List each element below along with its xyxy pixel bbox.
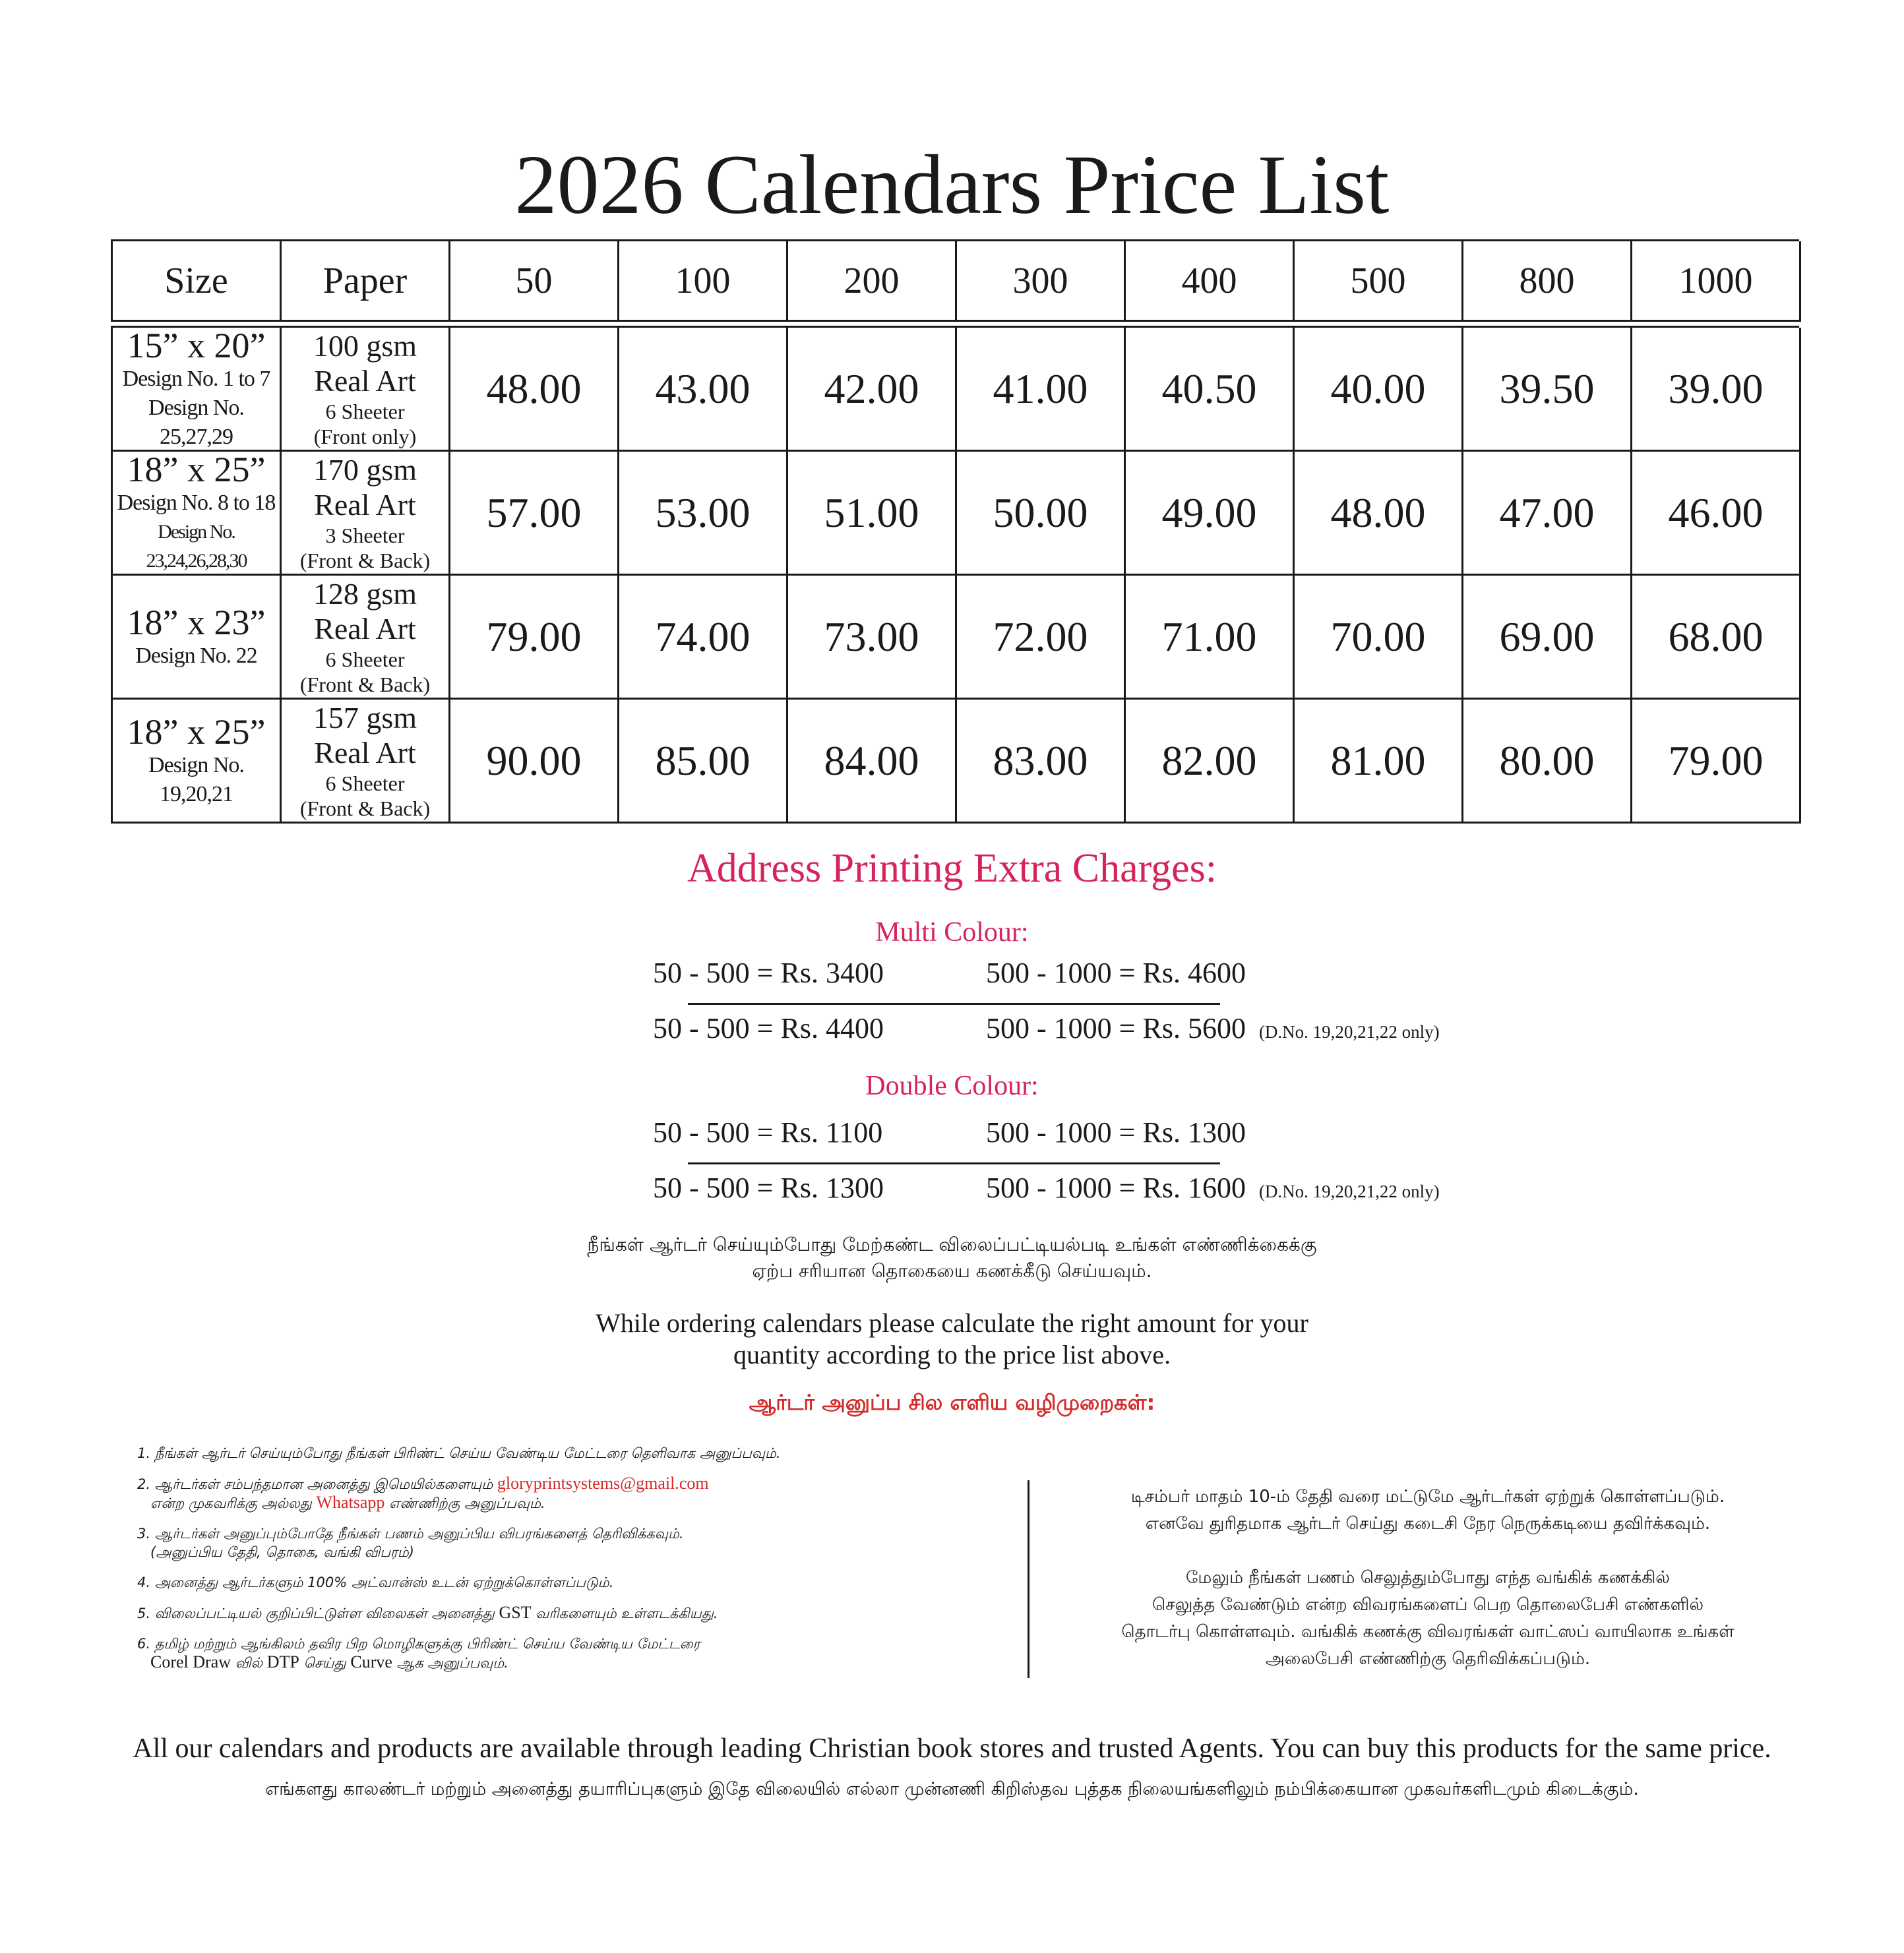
step-text: 2. ஆர்டர்கள் சம்பந்தமான அனைத்து இமெயில்களையும் bbox=[137, 1476, 493, 1492]
footer-english: All our calendars and products are available through leading Christian book stores and trusted Agents. You can buy this products for the same price. bbox=[133, 1733, 1771, 1764]
multi-rate-2-right bbox=[986, 1011, 1440, 1045]
price-cell: 82.00 bbox=[1126, 700, 1295, 824]
double-rate-1-left: 50 - 500 = Rs. 1100 bbox=[653, 1116, 883, 1149]
step-text: DTP bbox=[266, 1652, 299, 1671]
price-cell: 85.00 bbox=[619, 700, 788, 824]
price-cell: 73.00 bbox=[788, 576, 957, 700]
multi-rate-2-left: 50 - 500 = Rs. 4400 bbox=[653, 1012, 884, 1044]
header-qty-100: 100 bbox=[619, 241, 788, 322]
size-label: 18” x 23” bbox=[127, 602, 266, 642]
price-cell: 49.00 bbox=[1126, 452, 1295, 576]
paper-type: Real Art bbox=[314, 487, 416, 522]
paper-side: (Front & Back) bbox=[299, 672, 431, 696]
header-qty-800: 800 bbox=[1463, 241, 1632, 322]
paper-type: Real Art bbox=[314, 611, 416, 646]
step-text: என்ற முகவரிக்கு அல்லது bbox=[150, 1495, 312, 1511]
paper-cell bbox=[282, 576, 450, 700]
right-note-line: அலைபேசி எண்ணிற்கு தெரிவிக்கப்படும். bbox=[1265, 1649, 1591, 1669]
step-item: 4. அனைத்து ஆர்டர்களும் 100% அட்வான்ஸ் உடன் ஏற்றுக்கொள்ளப்படும். bbox=[137, 1575, 614, 1590]
double-rate-2-right bbox=[986, 1171, 1440, 1205]
price-cell: 41.00 bbox=[957, 328, 1126, 452]
paper-sheet: 6 Sheeter bbox=[325, 399, 405, 423]
step-text: Curve bbox=[350, 1652, 392, 1671]
english-notice bbox=[0, 1307, 1904, 1371]
price-cell: 39.00 bbox=[1632, 328, 1801, 452]
price-cell: 72.00 bbox=[957, 576, 1126, 700]
right-note-line: மேலும் நீங்கள் பணம் செலுத்தும்போது எந்த வங்கிக் கணக்கில் bbox=[1185, 1568, 1671, 1588]
price-cell: 47.00 bbox=[1463, 452, 1632, 576]
paper-sheet: 6 Sheeter bbox=[325, 647, 405, 671]
paper-side: (Front & Back) bbox=[299, 796, 431, 820]
size-cell bbox=[113, 576, 282, 700]
multi-rate-1-left: 50 - 500 = Rs. 3400 bbox=[653, 957, 884, 989]
multi-rate-2-value: 500 - 1000 = Rs. 5600 bbox=[986, 1012, 1246, 1044]
paper-cell bbox=[282, 700, 450, 824]
size-cell bbox=[113, 449, 282, 576]
right-note-line: எனவே துரிதமாக ஆர்டர் செய்து கடைசி நேர நெருக்கடியை தவிர்க்கவும். bbox=[1145, 1514, 1711, 1534]
paper-side: (Front & Back) bbox=[299, 548, 431, 572]
divider-line bbox=[688, 1162, 1220, 1164]
price-cell: 48.00 bbox=[450, 328, 619, 452]
price-cell: 40.50 bbox=[1126, 328, 1295, 452]
page-title: 2026 Calendars Price List bbox=[514, 138, 1390, 231]
header-paper: Paper bbox=[282, 241, 450, 322]
dno-note: (D.No. 19,20,21,22 only) bbox=[1258, 1182, 1440, 1201]
price-cell: 43.00 bbox=[619, 328, 788, 452]
step-text: GST bbox=[499, 1603, 532, 1622]
step-item bbox=[137, 1524, 1021, 1561]
tamil-notice-line: ஏற்ப சரியான தொகையை கணக்கீடு செய்யவும். bbox=[752, 1260, 1152, 1282]
paper-side: (Front only) bbox=[313, 424, 417, 448]
email-link[interactable]: gloryprintsystems@gmail.com bbox=[497, 1474, 709, 1493]
right-note-line: செலுத்த வேண்டும் என்ற விவரங்களைப் பெற தொலைபேசி எண்களில் bbox=[1152, 1595, 1704, 1615]
size-cell bbox=[113, 325, 282, 452]
paper-sheet: 6 Sheeter bbox=[325, 771, 405, 795]
double-rate-2-left: 50 - 500 = Rs. 1300 bbox=[653, 1172, 884, 1204]
header-qty-200: 200 bbox=[788, 241, 957, 322]
step-text: வரிகளையும் உள்ளடக்கியது. bbox=[536, 1606, 718, 1621]
price-cell: 68.00 bbox=[1632, 576, 1801, 700]
step-text: 5. விலைப்பட்டியல் குறிப்பிட்டுள்ள விலைகள் அனைத்து bbox=[137, 1606, 495, 1621]
design-label: Design No. 19,20,21 bbox=[148, 752, 244, 806]
footer-tamil: எங்களது காலண்டர் மற்றும் அனைத்து தயாரிப்புகளும் இதே விலையில் எல்லா முன்னணி கிறிஸ்தவ புத்தக நிலையங்களிலும் நம்பிக்கையான முகவர்களிடமும் கிடைக்கும். bbox=[265, 1779, 1639, 1799]
price-cell: 79.00 bbox=[450, 576, 619, 700]
whatsapp-link[interactable]: Whatsapp bbox=[316, 1493, 385, 1512]
design-label: Design No. 23,24,26,28,30 bbox=[146, 520, 247, 572]
paper-cell bbox=[282, 328, 450, 452]
price-cell: 42.00 bbox=[788, 328, 957, 452]
price-table-body bbox=[111, 326, 1799, 824]
step-item: 1. நீங்கள் ஆர்டர் செய்யும்போது நீங்கள் பிரிண்ட் செய்ய வேண்டிய மேட்டரை தெளிவாக அனுப்பவும். bbox=[137, 1445, 781, 1461]
order-steps-list bbox=[137, 1444, 1021, 1684]
price-cell: 90.00 bbox=[450, 700, 619, 824]
spacer bbox=[1032, 1538, 1824, 1565]
step-text: (அனுப்பிய தேதி, தொகை, வங்கி விபரம்) bbox=[150, 1544, 414, 1560]
price-cell: 84.00 bbox=[788, 700, 957, 824]
size-label: 18” x 25” bbox=[127, 711, 266, 752]
double-rate-2-value: 500 - 1000 = Rs. 1600 bbox=[986, 1172, 1246, 1204]
paper-cell bbox=[282, 452, 450, 576]
step-text: செய்து bbox=[303, 1655, 346, 1671]
steps-title: ஆர்டர் அனுப்ப சில எளிய வழிமுறைகள்: bbox=[749, 1390, 1155, 1415]
paper-gsm: 170 gsm bbox=[313, 452, 417, 487]
tamil-notice bbox=[0, 1232, 1904, 1284]
multi-colour-label: Multi Colour: bbox=[875, 917, 1029, 947]
multi-rate-1-right: 500 - 1000 = Rs. 4600 bbox=[986, 957, 1246, 989]
price-cell: 53.00 bbox=[619, 452, 788, 576]
header-qty-50: 50 bbox=[450, 241, 619, 322]
step-text: 3. ஆர்டர்கள் அனுப்பும்போதே நீங்கள் பணம் அனுப்பிய விபரங்களைத் தெரிவிக்கவும். bbox=[137, 1526, 684, 1542]
design-label: Design No. 22 bbox=[135, 643, 257, 668]
paper-gsm: 128 gsm bbox=[313, 576, 417, 611]
vertical-divider bbox=[1028, 1480, 1029, 1678]
price-cell: 48.00 bbox=[1295, 452, 1463, 576]
paper-type: Real Art bbox=[314, 735, 416, 769]
header-qty-500: 500 bbox=[1295, 241, 1463, 322]
price-cell: 69.00 bbox=[1463, 576, 1632, 700]
header-qty-400: 400 bbox=[1126, 241, 1295, 322]
size-cell bbox=[113, 700, 282, 824]
step-item bbox=[137, 1635, 1021, 1672]
price-cell: 79.00 bbox=[1632, 700, 1801, 824]
step-text: ஆக அனுப்பவும். bbox=[396, 1655, 508, 1671]
price-cell: 83.00 bbox=[957, 700, 1126, 824]
paper-type: Real Art bbox=[314, 363, 416, 398]
paper-gsm: 157 gsm bbox=[313, 700, 417, 735]
paper-sheet: 3 Sheeter bbox=[325, 523, 405, 547]
price-cell: 81.00 bbox=[1295, 700, 1463, 824]
price-cell: 71.00 bbox=[1126, 576, 1295, 700]
step-item bbox=[137, 1474, 1021, 1513]
dno-note: (D.No. 19,20,21,22 only) bbox=[1258, 1022, 1440, 1042]
step-text-line bbox=[137, 1653, 1021, 1672]
tamil-notice-line: நீங்கள் ஆர்டர் செய்யும்போது மேற்கண்ட விலைப்பட்டியல்படி உங்கள் எண்ணிக்கைக்கு bbox=[587, 1234, 1317, 1255]
right-notes bbox=[1032, 1484, 1824, 1673]
size-label: 15” x 20” bbox=[127, 325, 266, 365]
step-text: 6. தமிழ் மற்றும் ஆங்கிலம் தவிர பிற மொழிகளுக்கு பிரிண்ட் செய்ய வேண்டிய மேட்டரை bbox=[137, 1636, 700, 1652]
price-cell: 74.00 bbox=[619, 576, 788, 700]
price-cell: 70.00 bbox=[1295, 576, 1463, 700]
price-cell: 57.00 bbox=[450, 452, 619, 576]
design-label: Design No. 8 to 18 bbox=[117, 490, 276, 515]
english-notice-line: While ordering calendars please calculate the right amount for your bbox=[596, 1308, 1308, 1338]
step-text: எண்ணிற்கு அனுப்பவும். bbox=[389, 1495, 545, 1511]
price-cell: 50.00 bbox=[957, 452, 1126, 576]
size-label: 18” x 25” bbox=[127, 449, 266, 489]
price-cell: 40.00 bbox=[1295, 328, 1463, 452]
right-note-line: டிசம்பர் மாதம் 10-ம் தேதி வரை மட்டுமே ஆர்டர்கள் ஏற்றுக் கொள்ளப்படும். bbox=[1130, 1487, 1725, 1507]
design-label: Design No. 1 to 7 bbox=[122, 366, 270, 391]
price-cell: 51.00 bbox=[788, 452, 957, 576]
header-qty-1000: 1000 bbox=[1632, 241, 1801, 322]
header-qty-300: 300 bbox=[957, 241, 1126, 322]
design-label: Design No. 25,27,29 bbox=[148, 395, 244, 449]
step-item bbox=[137, 1604, 1021, 1623]
price-cell: 39.50 bbox=[1463, 328, 1632, 452]
step-text: வில் bbox=[235, 1655, 263, 1671]
double-rate-1-right: 500 - 1000 = Rs. 1300 bbox=[986, 1116, 1246, 1149]
right-note-line: தொடர்பு கொள்ளவும். வங்கிக் கணக்கு விவரங்கள் வாட்ஸப் வாயிலாக உங்கள் bbox=[1121, 1622, 1735, 1642]
header-size: Size bbox=[113, 241, 282, 322]
price-cell: 80.00 bbox=[1463, 700, 1632, 824]
double-colour-label: Double Colour: bbox=[865, 1071, 1039, 1101]
price-cell: 46.00 bbox=[1632, 452, 1801, 576]
price-table-header bbox=[111, 239, 1799, 322]
address-printing-title: Address Printing Extra Charges: bbox=[687, 846, 1217, 891]
divider-line bbox=[688, 1003, 1220, 1005]
step-text: Corel Draw bbox=[150, 1652, 231, 1671]
english-notice-line: quantity according to the price list above. bbox=[733, 1340, 1171, 1369]
paper-gsm: 100 gsm bbox=[313, 328, 417, 363]
